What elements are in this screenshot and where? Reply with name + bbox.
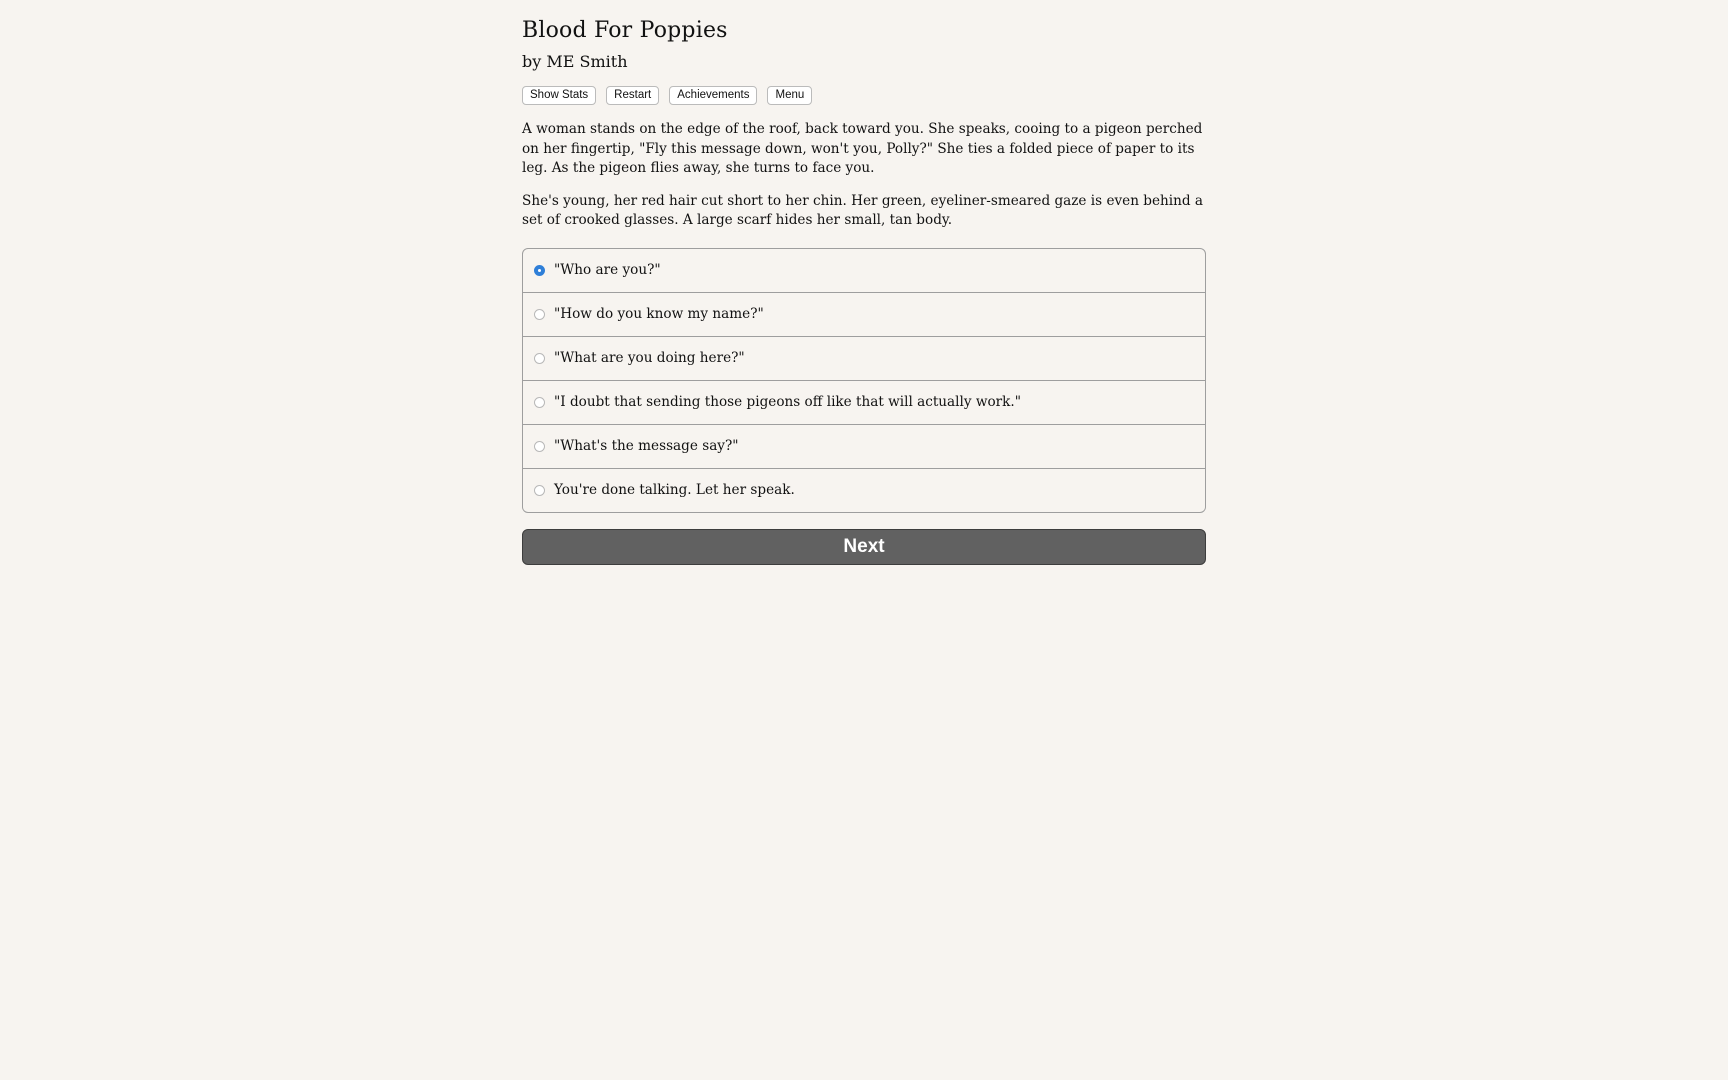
choice-option[interactable] [523,292,1205,336]
radio-button[interactable] [534,485,545,496]
radio-button[interactable] [534,441,545,452]
story-paragraph: A woman stands on the edge of the roof, back toward you. She speaks, cooing to a pigeon perched on her fingertip, "Fly this message down, won't you, Polly?" She ties a folded piece of paper to its leg. As the pigeon flies away, she turns to face you. [522,121,1203,176]
radio-button[interactable] [534,309,545,320]
author-byline: by ME Smith [522,52,628,71]
game-title: Blood For Poppies [522,18,728,43]
game-container [522,0,1206,565]
choice-list [522,248,1206,513]
choice-label: "Who are you?" [554,262,661,278]
radio-button[interactable] [534,353,545,364]
choice-option[interactable] [523,336,1205,380]
choice-option[interactable] [523,468,1205,512]
show-stats-button[interactable]: Show Stats [522,86,596,105]
choice-option[interactable] [523,424,1205,468]
choice-label: "What are you doing here?" [554,350,745,366]
next-button[interactable]: Next [522,529,1206,565]
choice-option[interactable] [523,380,1205,424]
toolbar [522,86,1206,105]
story-paragraph: She's young, her red hair cut short to her chin. Her green, eyeliner-smeared gaze is even behind a set of crooked glasses. A large scarf hides her small, tan body. [522,192,1204,228]
menu-button[interactable]: Menu [767,86,812,105]
radio-button[interactable] [534,397,545,408]
choice-label: "I doubt that sending those pigeons off like that will actually work." [554,394,1021,410]
story-text [522,120,1206,231]
choice-label: You're done talking. Let her speak. [554,482,795,498]
achievements-button[interactable]: Achievements [669,86,757,105]
choice-label: "What's the message say?" [554,438,739,454]
restart-button[interactable]: Restart [606,86,659,105]
choice-option[interactable] [523,249,1205,292]
radio-button-selected[interactable] [534,265,545,276]
choice-label: "How do you know my name?" [554,306,764,322]
